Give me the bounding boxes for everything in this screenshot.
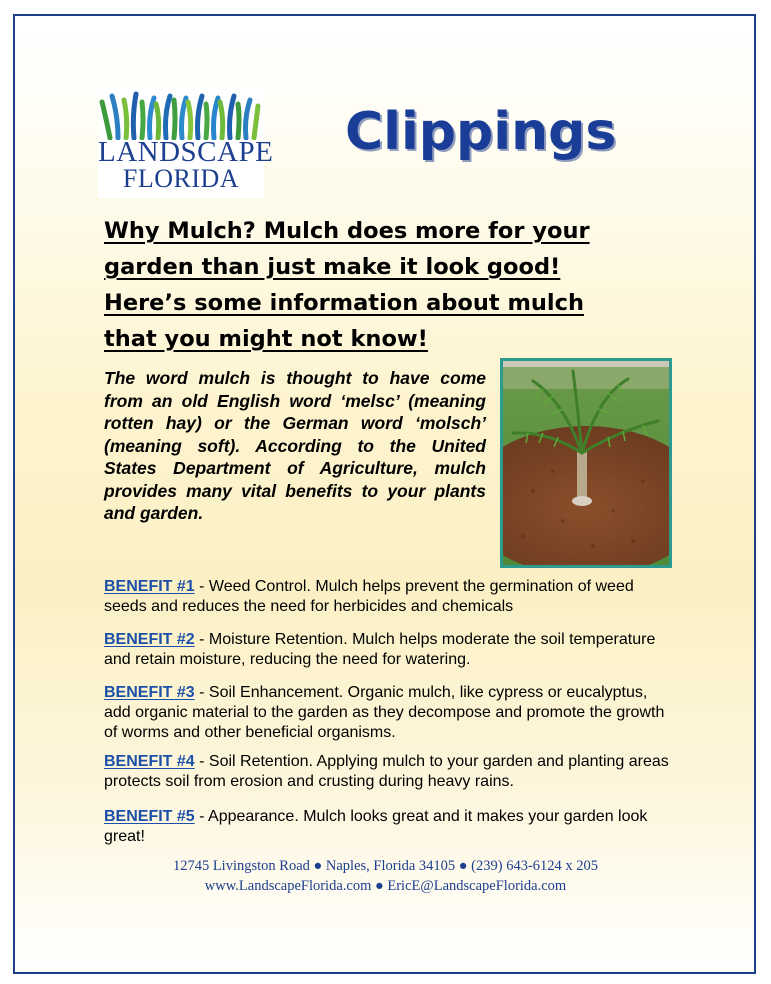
benefit-label: BENEFIT #2 bbox=[104, 631, 195, 648]
palm-tree-image bbox=[503, 361, 669, 565]
benefit-label: BENEFIT #3 bbox=[104, 684, 195, 701]
benefit-item bbox=[104, 630, 669, 670]
benefit-text: - Weed Control. Mulch helps prevent the germination of weed seeds and reduces the need for herbicides and chemicals bbox=[104, 578, 634, 615]
footer-address: 12745 Livingston Road ● Naples, Florida 34105 ● (239) 643-6124 x 205 bbox=[172, 858, 599, 874]
headline-line: that you might not know! bbox=[104, 326, 428, 352]
benefit-text: - Soil Enhancement. Organic mulch, like cypress or eucalyptus, add organic material to the garden as they decompose and promote the growth of worms and other beneficial organisms. bbox=[104, 684, 665, 741]
benefit-item bbox=[104, 752, 669, 792]
logo-text-landscape: LANDSCAPE bbox=[98, 136, 274, 168]
footer-contact: www.LandscapeFlorida.com ● EricE@LandscapeFlorida.com bbox=[204, 878, 567, 894]
benefit-item bbox=[104, 683, 669, 743]
benefit-label: BENEFIT #1 bbox=[104, 578, 195, 595]
headline-line: garden than just make it look good! bbox=[104, 254, 561, 280]
benefit-item bbox=[104, 577, 669, 617]
landscape-florida-logo bbox=[98, 88, 274, 198]
headline-line: Here’s some information about mulch bbox=[104, 290, 584, 316]
grass-logo-icon bbox=[98, 88, 264, 140]
benefit-label: BENEFIT #4 bbox=[104, 753, 195, 770]
page-title: Clippings bbox=[345, 102, 617, 162]
benefit-text: - Moisture Retention. Mulch helps moderate the soil temperature and retain moisture, reducing the need for watering. bbox=[104, 631, 656, 668]
headline-line: Why Mulch? Mulch does more for your bbox=[104, 218, 590, 244]
logo-text-florida: FLORIDA bbox=[122, 164, 240, 193]
benefit-item bbox=[104, 807, 669, 847]
intro-paragraph: The word mulch is thought to have come from an old English word ‘melsc’ (meaning rotten hay) or the German word ‘molsch’ (meaning soft). According to the United States Department of Agriculture, mulch provides many vital benefits to your plants and garden. bbox=[104, 368, 486, 523]
palm-mulch-photo bbox=[500, 358, 672, 568]
benefit-text: - Appearance. Mulch looks great and it makes your garden look great! bbox=[104, 808, 648, 845]
headline bbox=[104, 213, 644, 357]
benefit-text: - Soil Retention. Applying mulch to your garden and planting areas protects soil from erosion and crusting during heavy rains. bbox=[104, 753, 669, 790]
benefit-label: BENEFIT #5 bbox=[104, 808, 195, 825]
